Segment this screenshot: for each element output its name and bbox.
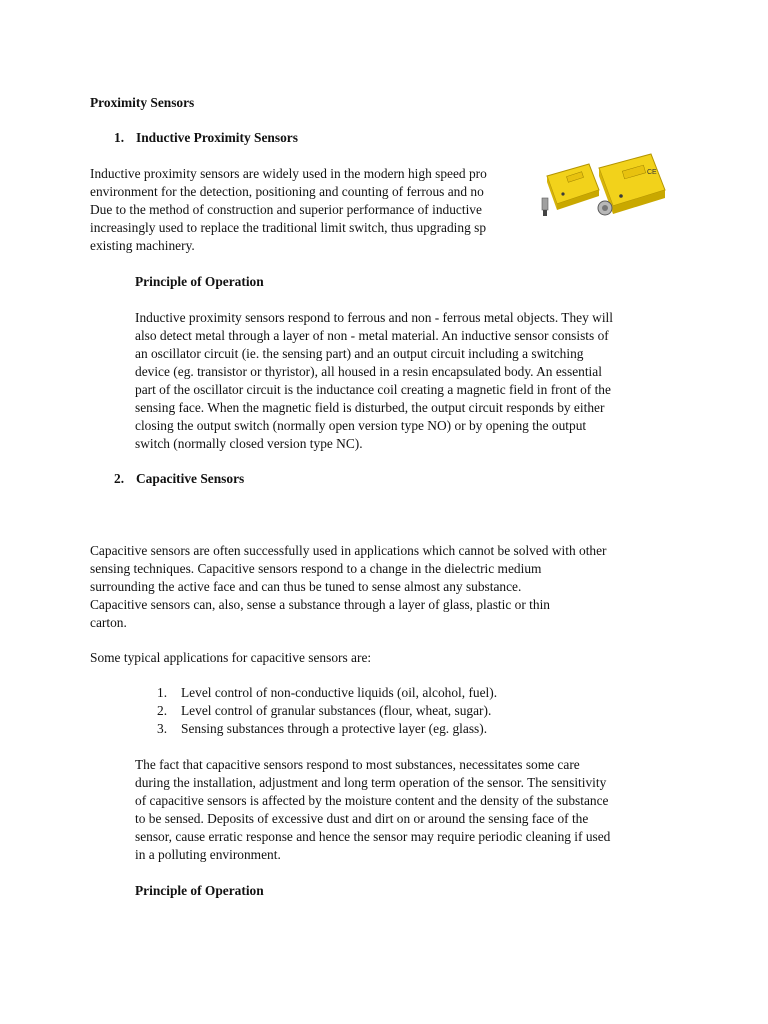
text-line: part of the oscillator circuit is the inductance coil creating a magnetic field in front of the xyxy=(135,382,611,397)
text-line: to be sensed. Deposits of excessive dust and dirt on or around the sensing face of the xyxy=(135,811,589,826)
text-line: sensor, cause erratic response and hence the sensor may require periodic cleaning if used xyxy=(135,829,611,844)
text-line: also detect metal through a layer of non - metal material. An inductive sensor consists of xyxy=(135,328,609,343)
section-1-heading xyxy=(90,129,298,147)
section-1-title: Inductive Proximity Sensors xyxy=(136,130,298,145)
text-line: existing machinery. xyxy=(90,238,195,253)
list-item xyxy=(135,720,497,738)
list-item-number: 3. xyxy=(157,721,168,736)
list-item-text: Sensing substances through a protective layer (eg. glass). xyxy=(181,721,488,736)
text-line: surrounding the active face and can thus be tuned to sense almost any substance. xyxy=(90,579,522,594)
text-line: Capacitive sensors can, also, sense a substance through a layer of glass, plastic or thin xyxy=(90,597,550,612)
text-line: sensing face. When the magnetic field is disturbed, the output circuit responds by either xyxy=(135,400,605,415)
list-item xyxy=(135,684,497,702)
list-item-number: 2. xyxy=(157,703,168,718)
text-line: device (eg. transistor or thyristor), all housed in a resin encapsulated body. An essential xyxy=(135,364,602,379)
list-item-text: Level control of granular substances (flour, wheat, sugar). xyxy=(181,703,492,718)
text-line: sensing techniques. Capacitive sensors respond to a change in the dielectric medium xyxy=(90,561,542,576)
section-2-number: 2. xyxy=(114,471,125,486)
text-line: an oscillator circuit (ie. the sensing part) and an output circuit including a switching xyxy=(135,346,584,361)
section-2-care-paragraph xyxy=(135,756,675,864)
list-item-text: Level control of non-conductive liquids (oil, alcohol, fuel). xyxy=(181,685,498,700)
section-1-subheading: Principle of Operation xyxy=(135,274,264,289)
section-2-subheading: Principle of Operation xyxy=(135,883,264,898)
applications-list xyxy=(135,684,497,738)
page-title: Proximity Sensors xyxy=(90,95,195,110)
text-line: The fact that capacitive sensors respond to most substances, necessitates some care xyxy=(135,757,580,772)
section-1-intro xyxy=(90,165,530,255)
text-line: in a polluting environment. xyxy=(135,847,281,862)
text-line: Due to the method of construction and superior performance of inductive xyxy=(90,202,482,217)
text-line: Inductive proximity sensors are widely used in the modern high speed pro xyxy=(90,166,487,181)
text-line: carton. xyxy=(90,615,127,630)
text-line: switch (normally closed version type NC). xyxy=(135,436,363,451)
text-line: Inductive proximity sensors respond to ferrous and non - ferrous metal objects. They will xyxy=(135,310,613,325)
applications-intro: Some typical applications for capacitive sensors are: xyxy=(90,650,372,665)
text-line: during the installation, adjustment and long term operation of the sensor. The sensitivity xyxy=(135,775,607,790)
text-line: Capacitive sensors are often successfully used in applications which cannot be solved with other xyxy=(90,543,607,558)
list-item-number: 1. xyxy=(157,685,168,700)
text-line: closing the output switch (normally open version type NO) or by opening the output xyxy=(135,418,587,433)
text-line: environment for the detection, positioning and counting of ferrous and no xyxy=(90,184,484,199)
inductive-sensor-photo xyxy=(533,150,683,228)
section-2-title: Capacitive Sensors xyxy=(136,471,245,486)
text-line: increasingly used to replace the traditional limit switch, thus upgrading sp xyxy=(90,220,487,235)
section-1-number: 1. xyxy=(114,130,125,145)
yellow-inductive-sensor-photo-icon xyxy=(533,150,683,228)
section-1-body xyxy=(135,309,675,453)
text-line: of capacitive sensors is affected by the moisture content and the density of the substance xyxy=(135,793,609,808)
section-2-intro xyxy=(90,542,685,632)
ce-marking: CE xyxy=(647,169,657,176)
list-item xyxy=(135,702,497,720)
section-2-heading xyxy=(90,470,245,488)
